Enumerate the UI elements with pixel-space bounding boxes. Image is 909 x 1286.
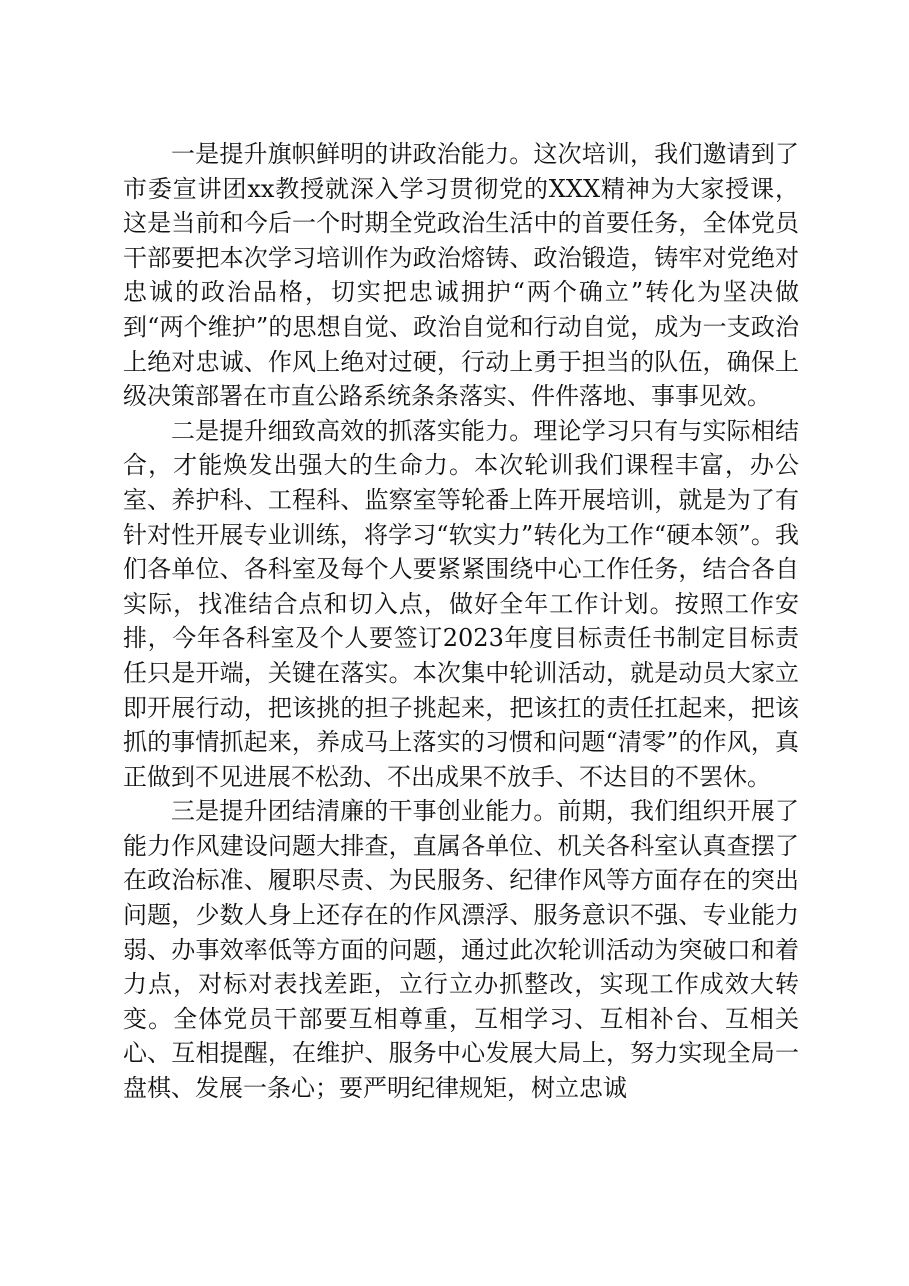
document-body xyxy=(123,137,799,1106)
paragraph-political-ability: 一是提升旗帜鲜明的讲政治能力。这次培训，我们邀请到了市委宣讲团xx教授就深入学习贯彻党的XXX精神为大家授课，这是当前和今后一个时期全党政治生活中的首要任务，全体党员干部要把本次学习培训作为政治熔铸、政治锻造，铸牢对党绝对忠诚的政治品格，切实把忠诚拥护“两个确立”转化为坚决做到“两个维护”的思想自觉、政治自觉和行动自觉，成为一支政治上绝对忠诚、作风上绝对过硬，行动上勇于担当的队伍，确保上级决策部署在市直公路系统条条落实、件件落地、事事见效。 xyxy=(123,140,799,411)
paragraph-integrity-ability: 三是提升团结清廉的干事创业能力。前期，我们组织开展了能力作风建设问题大排查，直属各单位、机关各科室认真查摆了在政治标准、履职尽责、为民服务、纪律作风等方面存在的突出问题，少数人身上还存在的作风漂浮、服务意识不强、专业能力弱、办事效率低等方面的问题，通过此次轮训活动为突破口和着力点，对标对表找差距，立行立办抓整改，实现工作成效大转变。全体党员干部要互相尊重，互相学习、互相补台、互相关心、互相提醒，在维护、服务中心发展大局上，努力实现全局一盘棋、发展一条心；要严明纪律规矩，树立忠诚 xyxy=(123,797,799,1103)
paragraph-implementation-ability: 二是提升细致高效的抓落实能力。理论学习只有与实际相结合，才能焕发出强大的生命力。本次轮训我们课程丰富，办公室、养护科、工程科、监察室等轮番上阵开展培训，就是为了有针对性开展专业训练，将学习“软实力”转化为工作“硬本领”。我们各单位、各科室及每个人要紧紧围绕中心工作任务，结合各自实际，找准结合点和切入点，做好全年工作计划。按照工作安排，今年各科室及个人要签订2023年度目标责任书制定目标责任只是开端，关键在落实。本次集中轮训活动，就是动员大家立即开展行动，把该挑的担子挑起来，把该扛的责任扛起来，把该抓的事情抓起来，养成马上落实的习惯和问题“清零”的作风，真正做到不见进展不松劲、不出成果不放手、不达目的不罢休。 xyxy=(123,416,799,791)
